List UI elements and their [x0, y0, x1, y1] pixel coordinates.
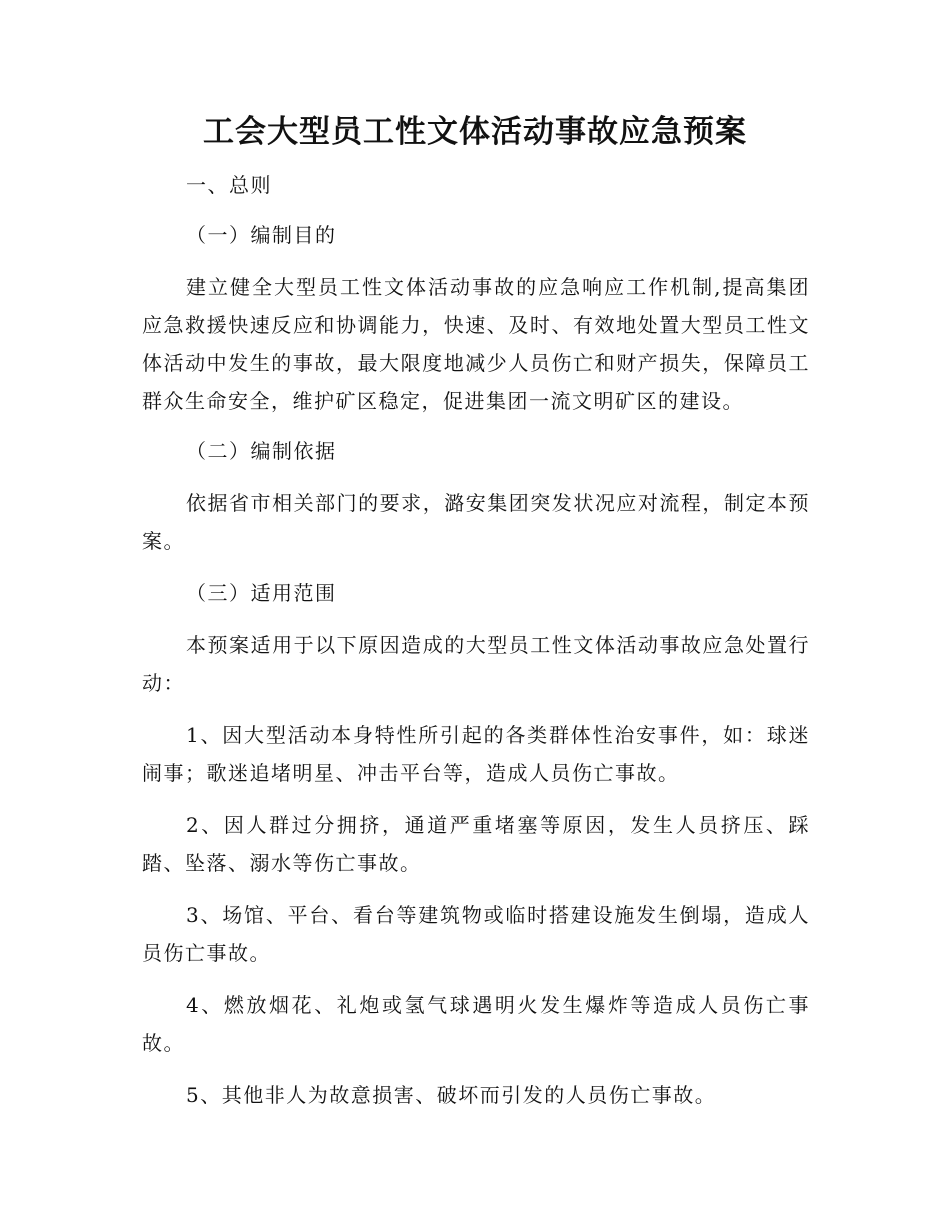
subsection-heading-purpose: （一）编制目的: [186, 223, 337, 247]
subsection-heading-scope: （三）适用范围: [186, 581, 337, 605]
section-heading-general: 一、总则: [186, 173, 272, 197]
list-item-1: 1、因大型活动本身特性所引起的各类群体性治安事件，如：球迷闹事；歌迷追堵明星、冲击平台等，造成人员伤亡事故。: [142, 723, 810, 785]
subsection-heading-basis: （二）编制依据: [186, 439, 337, 463]
list-item-4: 4、燃放烟花、礼炮或氢气球遇明火发生爆炸等造成人员伤亡事故。: [142, 993, 810, 1055]
paragraph-purpose: 建立健全大型员工性文体活动事故的应急响应工作机制,提高集团应急救援快速反应和协调能力，快速、及时、有效地处置大型员工性文体活动中发生的事故，最大限度地减少人员伤亡和财产损失，保障员工群众生命安全，维护矿区稳定，促进集团一流文明矿区的建设。: [142, 275, 810, 413]
list-item-2: 2、因人群过分拥挤，通道严重堵塞等原因，发生人员挤压、踩踏、坠落、溺水等伤亡事故。: [142, 813, 810, 875]
paragraph-scope: 本预案适用于以下原因造成的大型员工性文体活动事故应急处置行动：: [142, 633, 810, 695]
document-title: 工会大型员工性文体活动事故应急预案: [203, 114, 747, 150]
paragraph-basis: 依据省市相关部门的要求，潞安集团突发状况应对流程，制定本预案。: [142, 491, 810, 553]
list-item-5: 5、其他非人为故意损害、破坏而引发的人员伤亡事故。: [186, 1083, 717, 1107]
list-item-3: 3、场馆、平台、看台等建筑物或临时搭建设施发生倒塌，造成人员伤亡事故。: [142, 903, 810, 965]
